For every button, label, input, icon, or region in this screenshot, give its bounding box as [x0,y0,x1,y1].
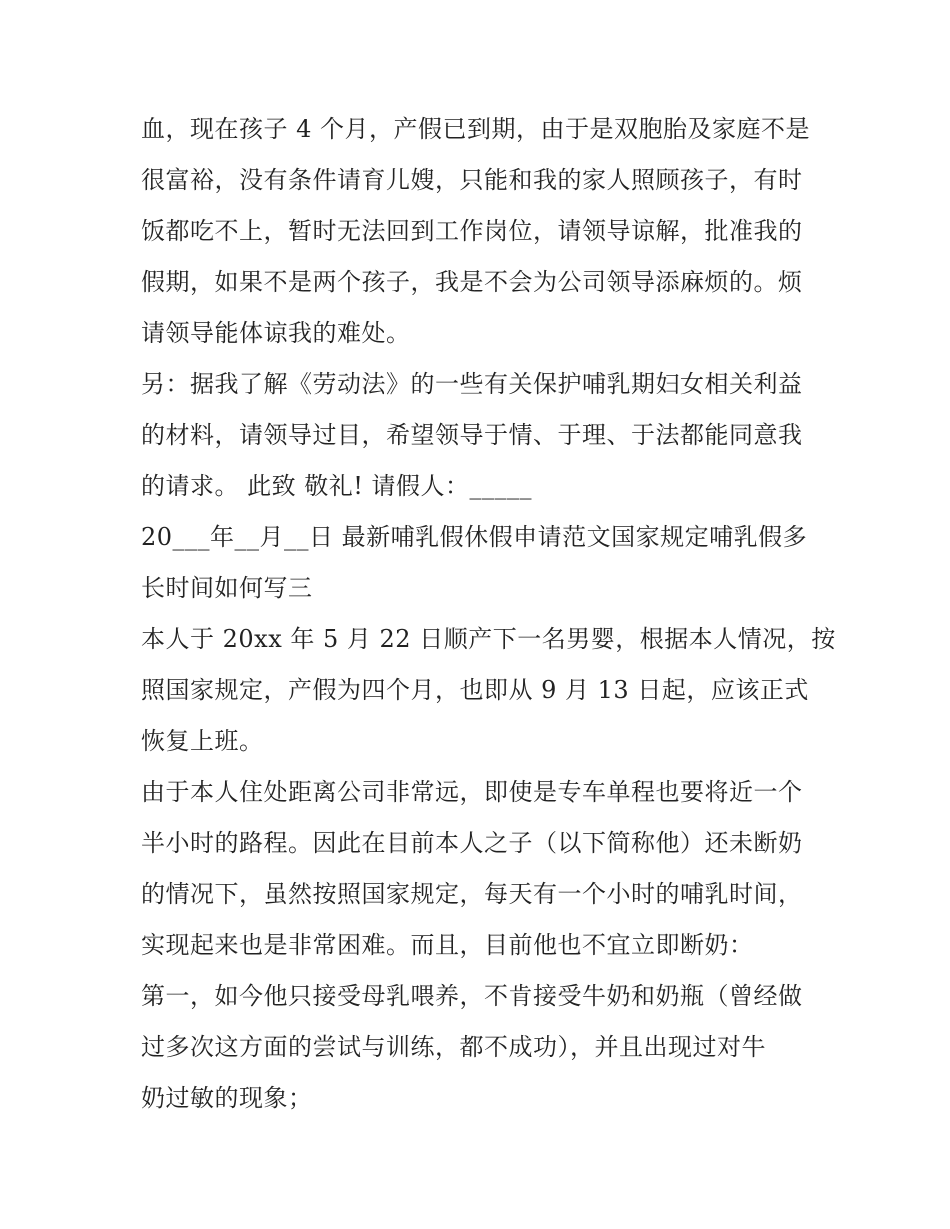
text-line: 很富裕，没有条件请育儿嫂，只能和我的家人照顾孩子，有时 [141,166,803,194]
text-line: 恢复上班。 [141,727,264,755]
text-line: 的请求。 此致 敬礼! 请假人：_____ [141,472,533,500]
text-line: 的情况下，虽然按照国家规定，每天有一个小时的哺乳时间， [141,880,803,908]
text-line: 饭都吃不上，暂时无法回到工作岗位，请领导谅解，批准我的 [141,217,803,245]
text-line: 由于本人住处距离公司非常远，即使是专车单程也要将近一个 [141,778,803,806]
text-line: 20___年__月__日 最新哺乳假休假申请范文国家规定哺乳假多 [141,523,808,551]
text-line: 假期，如果不是两个孩子，我是不会为公司领导添麻烦的。烦 [141,268,803,296]
text-line: 血，现在孩子 4 个月，产假已到期，由于是双胞胎及家庭不是 [141,115,811,143]
text-line: 奶过敏的现象； [141,1084,313,1112]
text-line: 另：据我了解《劳动法》的一些有关保护哺乳期妇女相关利益 [141,370,803,398]
text-line: 过多次这方面的尝试与训练，都不成功），并且出现过对牛 [141,1033,766,1061]
text-line: 实现起来也是非常困难。而且，目前他也不宜立即断奶： [141,931,754,959]
text-line: 本人于 20xx 年 5 月 22 日顺产下一名男婴，根据本人情况，按 [141,625,836,653]
document-body [141,104,836,1124]
text-line: 照国家规定，产假为四个月，也即从 9 月 13 日起，应该正式 [141,676,809,704]
text-line: 第一，如今他只接受母乳喂养，不肯接受牛奶和奶瓶（曾经做 [141,982,803,1010]
text-line: 半小时的路程。因此在目前本人之子（以下简称他）还未断奶 [141,829,803,857]
text-line: 的材料，请领导过目，希望领导于情、于理、于法都能同意我 [141,421,803,449]
text-line: 长时间如何写三 [141,574,313,602]
text-line: 请领导能体谅我的难处。 [141,319,411,347]
